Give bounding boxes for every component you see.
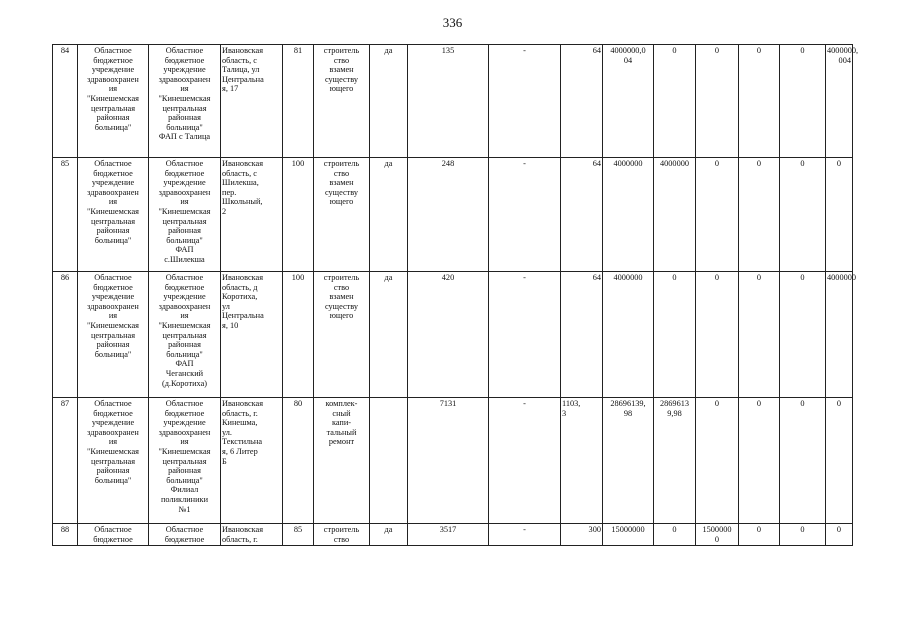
- value-cell: 64: [561, 45, 603, 158]
- dash-cell: -: [489, 272, 561, 398]
- amount-cell: 0: [780, 524, 826, 546]
- amount-cell: 0: [696, 158, 739, 272]
- work-type-cell: строитель ство взамен существу ющего: [314, 272, 370, 398]
- address-cell: Ивановская область, г. Кинешма, ул. Текстильна я, 6 Литер Б: [221, 398, 283, 524]
- value-cell: 7131: [408, 398, 489, 524]
- facility-cell: Областное бюджетное учреждение здравоохранен ия "Кинешемская центральная районная больница" ФАП Чеганский (д.Коротиха): [149, 272, 221, 398]
- value-cell: 100: [283, 272, 314, 398]
- organization-cell: Областное бюджетное: [78, 524, 149, 546]
- address-cell: Ивановская область, г.: [221, 524, 283, 546]
- value-cell: 248: [408, 158, 489, 272]
- amount-cell: 0: [739, 524, 780, 546]
- table-row: [53, 398, 853, 524]
- amount-cell: 0: [739, 45, 780, 158]
- amount-cell: 0: [739, 158, 780, 272]
- organization-cell: Областное бюджетное учреждение здравоохранен ия "Кинешемская центральная районная больница": [78, 45, 149, 158]
- amount-cell: 0: [780, 158, 826, 272]
- flag-cell: [370, 398, 408, 524]
- table-row: [53, 45, 853, 158]
- organization-cell: Областное бюджетное учреждение здравоохранен ия "Кинешемская центральная районная больница": [78, 398, 149, 524]
- value-cell: 1103, 3: [561, 398, 603, 524]
- value-cell: 300: [561, 524, 603, 546]
- work-type-cell: строитель ство взамен существу ющего: [314, 158, 370, 272]
- amount-cell: 0: [696, 45, 739, 158]
- facility-cell: Областное бюджетное учреждение здравоохранен ия "Кинешемская центральная районная больница" ФАП с.Шилекша: [149, 158, 221, 272]
- row-number: 84: [53, 45, 78, 158]
- work-type-cell: строитель ство взамен существу ющего: [314, 45, 370, 158]
- amount-cell: 4000000: [654, 158, 696, 272]
- facility-cell: Областное бюджетное учреждение здравоохранен ия "Кинешемская центральная районная больница" ФАП с Талица: [149, 45, 221, 158]
- row-number: 85: [53, 158, 78, 272]
- organization-cell: Областное бюджетное учреждение здравоохранен ия "Кинешемская центральная районная больница": [78, 272, 149, 398]
- address-cell: Ивановская область, д Коротиха, ул Центральна я, 10: [221, 272, 283, 398]
- amount-cell: 1500000 0: [696, 524, 739, 546]
- amount-cell: 0: [826, 524, 853, 546]
- amount-cell: 0: [654, 45, 696, 158]
- amount-cell: 4000000,0 04: [603, 45, 654, 158]
- amount-cell: 0: [696, 398, 739, 524]
- amount-cell: 0: [654, 272, 696, 398]
- amount-cell: 2869613 9,98: [654, 398, 696, 524]
- flag-cell: да: [370, 524, 408, 546]
- amount-cell: 0: [780, 398, 826, 524]
- value-cell: 420: [408, 272, 489, 398]
- dash-cell: -: [489, 158, 561, 272]
- row-number: 86: [53, 272, 78, 398]
- amount-cell: 15000000: [603, 524, 654, 546]
- amount-cell: 0: [826, 398, 853, 524]
- address-cell: Ивановская область, с Шилекша, пер. Школьный, 2: [221, 158, 283, 272]
- amount-cell: 28696139, 98: [603, 398, 654, 524]
- address-cell: Ивановская область, с Талица, ул Центральна я, 17: [221, 45, 283, 158]
- organization-cell: Областное бюджетное учреждение здравоохранен ия "Кинешемская центральная районная больница": [78, 158, 149, 272]
- facility-cell: Областное бюджетное: [149, 524, 221, 546]
- flag-cell: да: [370, 45, 408, 158]
- facility-cell: Областное бюджетное учреждение здравоохранен ия "Кинешемская центральная районная больница" Филиал поликлиники №1: [149, 398, 221, 524]
- amount-cell: 4000000: [603, 272, 654, 398]
- flag-cell: да: [370, 158, 408, 272]
- amount-cell: 0: [739, 398, 780, 524]
- page-number: 336: [442, 15, 463, 30]
- dash-cell: -: [489, 45, 561, 158]
- value-cell: 64: [561, 272, 603, 398]
- value-cell: 80: [283, 398, 314, 524]
- flag-cell: да: [370, 272, 408, 398]
- amount-cell: 0: [739, 272, 780, 398]
- value-cell: 135: [408, 45, 489, 158]
- amount-cell: 0: [696, 272, 739, 398]
- value-cell: 64: [561, 158, 603, 272]
- amount-cell: 4000000: [603, 158, 654, 272]
- amount-cell: 4000000, 004: [826, 45, 853, 158]
- dash-cell: -: [489, 398, 561, 524]
- row-number: 87: [53, 398, 78, 524]
- value-cell: 100: [283, 158, 314, 272]
- table-row: [53, 272, 853, 398]
- amount-cell: 4000000: [826, 272, 853, 398]
- work-type-cell: комплек- сный капи- тальный ремонт: [314, 398, 370, 524]
- dash-cell: -: [489, 524, 561, 546]
- amount-cell: 0: [780, 45, 826, 158]
- amount-cell: 0: [780, 272, 826, 398]
- value-cell: 81: [283, 45, 314, 158]
- work-type-cell: строитель ство: [314, 524, 370, 546]
- table-row: [53, 524, 853, 546]
- amount-cell: 0: [654, 524, 696, 546]
- amount-cell: 0: [826, 158, 853, 272]
- value-cell: 85: [283, 524, 314, 546]
- facilities-table: [52, 44, 859, 546]
- table-row: [53, 158, 853, 272]
- row-number: 88: [53, 524, 78, 546]
- value-cell: 3517: [408, 524, 489, 546]
